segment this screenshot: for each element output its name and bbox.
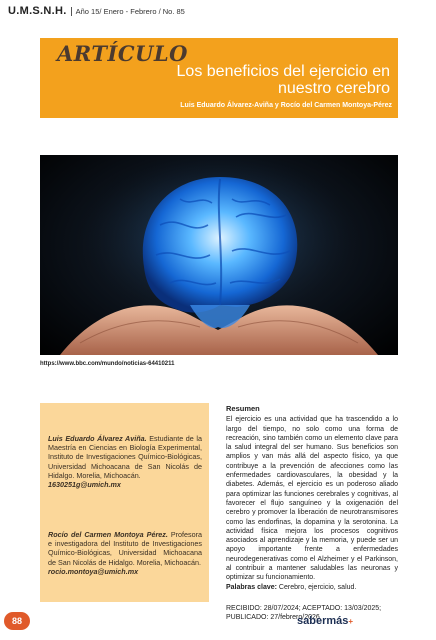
- section-label: ARTÍCULO: [57, 41, 188, 66]
- keywords-label: Palabras clave:: [226, 583, 277, 591]
- published-date: PUBLICADO: 27/febrero/2026: [226, 613, 320, 621]
- author-name: Rocío del Carmen Montoya Pérez.: [48, 530, 168, 539]
- abstract-body: El ejercicio es una actividad que ha trascendido a lo largo del tiempo, no solo como una forma de recreación, sino también como un elemento clave para la salud integral del ser humano. Sus beneficios son amplios y van más allá del aspecto físico, ya que contribuye a la prevención de afecciones como las enfermedades cardiovasculares, la obesidad y la diabetes. Además, el ejercicio es un poderoso aliado para optimizar las funciones cerebrales y cognitivas, al favorecer el flujo sanguíneo y la oxigenación del cerebro y promover la liberación de neurotransmisores como las endorfinas, la dopamina y la serotonina. La actividad física mejora los procesos cognitivos asociados al aprendizaje y la memoria, y puede ser un apoyo importante frente a enfermedades neurodegenerativas como el Alzheimer y el Parkinson, al contribuir a mantener saludables las neuronas y optimizar su funcionamiento.: [226, 416, 398, 582]
- article-title: Los beneficios del ejercicio en nuestro cerebro: [176, 63, 390, 97]
- author-bio-1: [48, 434, 202, 489]
- page-header: [8, 4, 185, 18]
- author-affiliation: Estudiante de la Maestría en Ciencias en Biología Experimental, Instituto de Investigaciones Químico-Biológicas, Universidad Michoacana de San Nicolás de Hidalgo. Morelia, Michoacán.: [48, 434, 202, 480]
- image-caption: https://www.bbc.com/mundo/noticias-64410211: [40, 361, 175, 367]
- received-accepted: RECIBIDO: 28/07/2024; ACEPTADO: 13/03/2025;: [226, 604, 382, 612]
- logo-text: sabermás: [297, 615, 349, 627]
- keywords-line: [226, 583, 398, 592]
- author-email: rocio.montoya@umich.mx: [48, 566, 139, 576]
- brain-illustration: [40, 155, 398, 355]
- article-authors: Luis Eduardo Álvarez-Aviña y Rocío del Carmen Montoya-Pérez: [180, 102, 392, 109]
- issue-info: Año 15/ Enero - Febrero / No. 85: [71, 7, 185, 16]
- page-number: 88: [4, 612, 30, 630]
- journal-name: U.M.S.N.H.: [8, 5, 67, 17]
- author-email: 1630251g@umich.mx: [48, 480, 121, 490]
- sabermas-logo: [297, 615, 353, 627]
- logo-plus-mark: +: [348, 617, 354, 626]
- author-name: Luis Eduardo Álvarez Aviña.: [48, 434, 147, 443]
- author-affiliation: Profesora e investigadora del Instituto de Investigaciones Químico-Biológicas, Universidad Michoacana de San Nicolás de Hidalgo. Morelia, Michoacán.: [48, 530, 202, 567]
- keywords: Cerebro, ejercicio, salud.: [276, 583, 357, 591]
- author-bio-2: [48, 530, 202, 576]
- brain-hands-photo: [40, 155, 398, 355]
- abstract-section: [226, 404, 398, 622]
- abstract-heading: Resumen: [226, 404, 260, 413]
